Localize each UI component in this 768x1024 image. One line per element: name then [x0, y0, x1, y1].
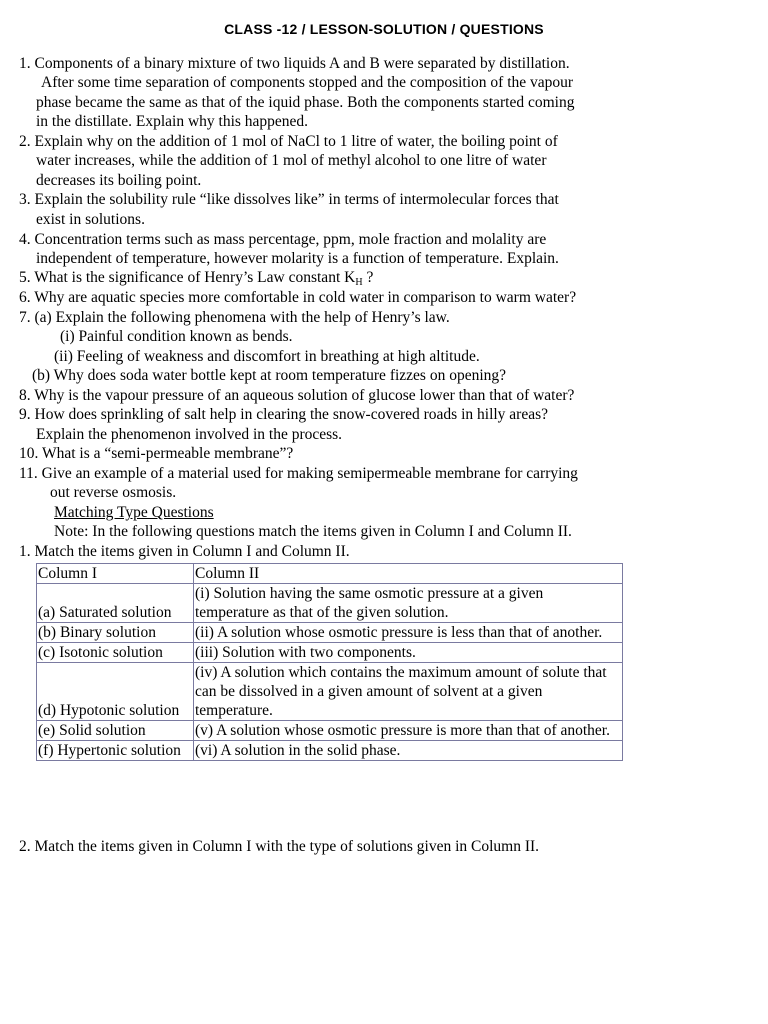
table-header-cell: Column II: [194, 564, 623, 584]
question-4-line-2: independent of temperature, however molarity is a function of temperature. Explain.: [36, 250, 559, 267]
question-3-line-1: 3. Explain the solubility rule “like dissolves like” in terms of intermolecular forces that: [19, 191, 559, 208]
table-row: [37, 643, 623, 663]
table-cell: (ii) A solution whose osmotic pressure is less than that of another.: [194, 623, 623, 643]
question-11-line-2: out reverse osmosis.: [50, 484, 177, 501]
section-heading: Matching Type Questions: [54, 504, 214, 521]
question-7a-i: (i) Painful condition known as bends.: [60, 328, 293, 345]
question-1-line-3: phase became the same as that of the iquid phase. Both the components started coming: [36, 94, 575, 111]
table-cell: (d) Hypotonic solution: [37, 663, 194, 721]
question-10: 10. What is a “semi-permeable membrane”?: [19, 445, 294, 462]
table-cell: (iv) A solution which contains the maximum amount of solute that can be dissolved in a given amount of solvent at a given temperature.: [194, 663, 623, 721]
question-5-tail: ?: [362, 269, 374, 286]
table-header-row: [37, 564, 623, 584]
question-5: [19, 269, 373, 287]
table-cell: (iii) Solution with two components.: [194, 643, 623, 663]
page-title: CLASS -12 / LESSON-SOLUTION / QUESTIONS: [224, 21, 544, 37]
table-row: [37, 584, 623, 623]
question-1-line-1: 1. Components of a binary mixture of two liquids A and B were separated by distillation.: [19, 55, 570, 72]
question-2-line-1: 2. Explain why on the addition of 1 mol of NaCl to 1 litre of water, the boiling point of: [19, 133, 558, 150]
question-7a-ii: (ii) Feeling of weakness and discomfort in breathing at high altitude.: [54, 348, 480, 365]
question-3-line-2: exist in solutions.: [36, 211, 145, 228]
question-6: 6. Why are aquatic species more comfortable in cold water in comparison to warm water?: [19, 289, 577, 306]
matching-table: [36, 563, 623, 761]
question-9-line-2: Explain the phenomenon involved in the process.: [36, 426, 343, 443]
table-header-cell: Column I: [37, 564, 194, 584]
table-row: [37, 663, 623, 721]
question-5-text: 5. What is the significance of Henry’s Law constant K: [19, 269, 356, 286]
table-row: [37, 741, 623, 761]
table-cell: (i) Solution having the same osmotic pressure at a given temperature as that of the given solution.: [194, 584, 623, 623]
question-9-line-1: 9. How does sprinkling of salt help in clearing the snow-covered roads in hilly areas?: [19, 406, 549, 423]
table-cell: (vi) A solution in the solid phase.: [194, 741, 623, 761]
question-4-line-1: 4. Concentration terms such as mass percentage, ppm, mole fraction and molality are: [19, 231, 547, 248]
question-2-line-3: decreases its boiling point.: [36, 172, 202, 189]
match-question-1: 1. Match the items given in Column I and Column II.: [19, 543, 350, 560]
table-cell: (e) Solid solution: [37, 721, 194, 741]
question-8: 8. Why is the vapour pressure of an aqueous solution of glucose lower than that of water?: [19, 387, 575, 404]
table-cell: (a) Saturated solution: [37, 584, 194, 623]
question-7a: 7. (a) Explain the following phenomena with the help of Henry’s law.: [19, 309, 450, 326]
table-cell: (v) A solution whose osmotic pressure is more than that of another.: [194, 721, 623, 741]
table-cell: (b) Binary solution: [37, 623, 194, 643]
table-cell: (c) Isotonic solution: [37, 643, 194, 663]
table-cell: (f) Hypertonic solution: [37, 741, 194, 761]
match-question-2: 2. Match the items given in Column I with the type of solutions given in Column II.: [19, 838, 540, 855]
question-2-line-2: water increases, while the addition of 1 mol of methyl alcohol to one litre of water: [36, 152, 547, 169]
section-note: Note: In the following questions match the items given in Column I and Column II.: [54, 523, 572, 540]
henry-subscript: H: [355, 277, 363, 288]
question-7b: (b) Why does soda water bottle kept at room temperature fizzes on opening?: [32, 367, 507, 384]
table-row: [37, 623, 623, 643]
question-11-line-1: 11. Give an example of a material used for making semipermeable membrane for carrying: [19, 465, 578, 482]
question-1-line-2: After some time separation of components stopped and the composition of the vapour: [41, 74, 574, 91]
table-row: [37, 721, 623, 741]
question-1-line-4: in the distillate. Explain why this happened.: [36, 113, 309, 130]
